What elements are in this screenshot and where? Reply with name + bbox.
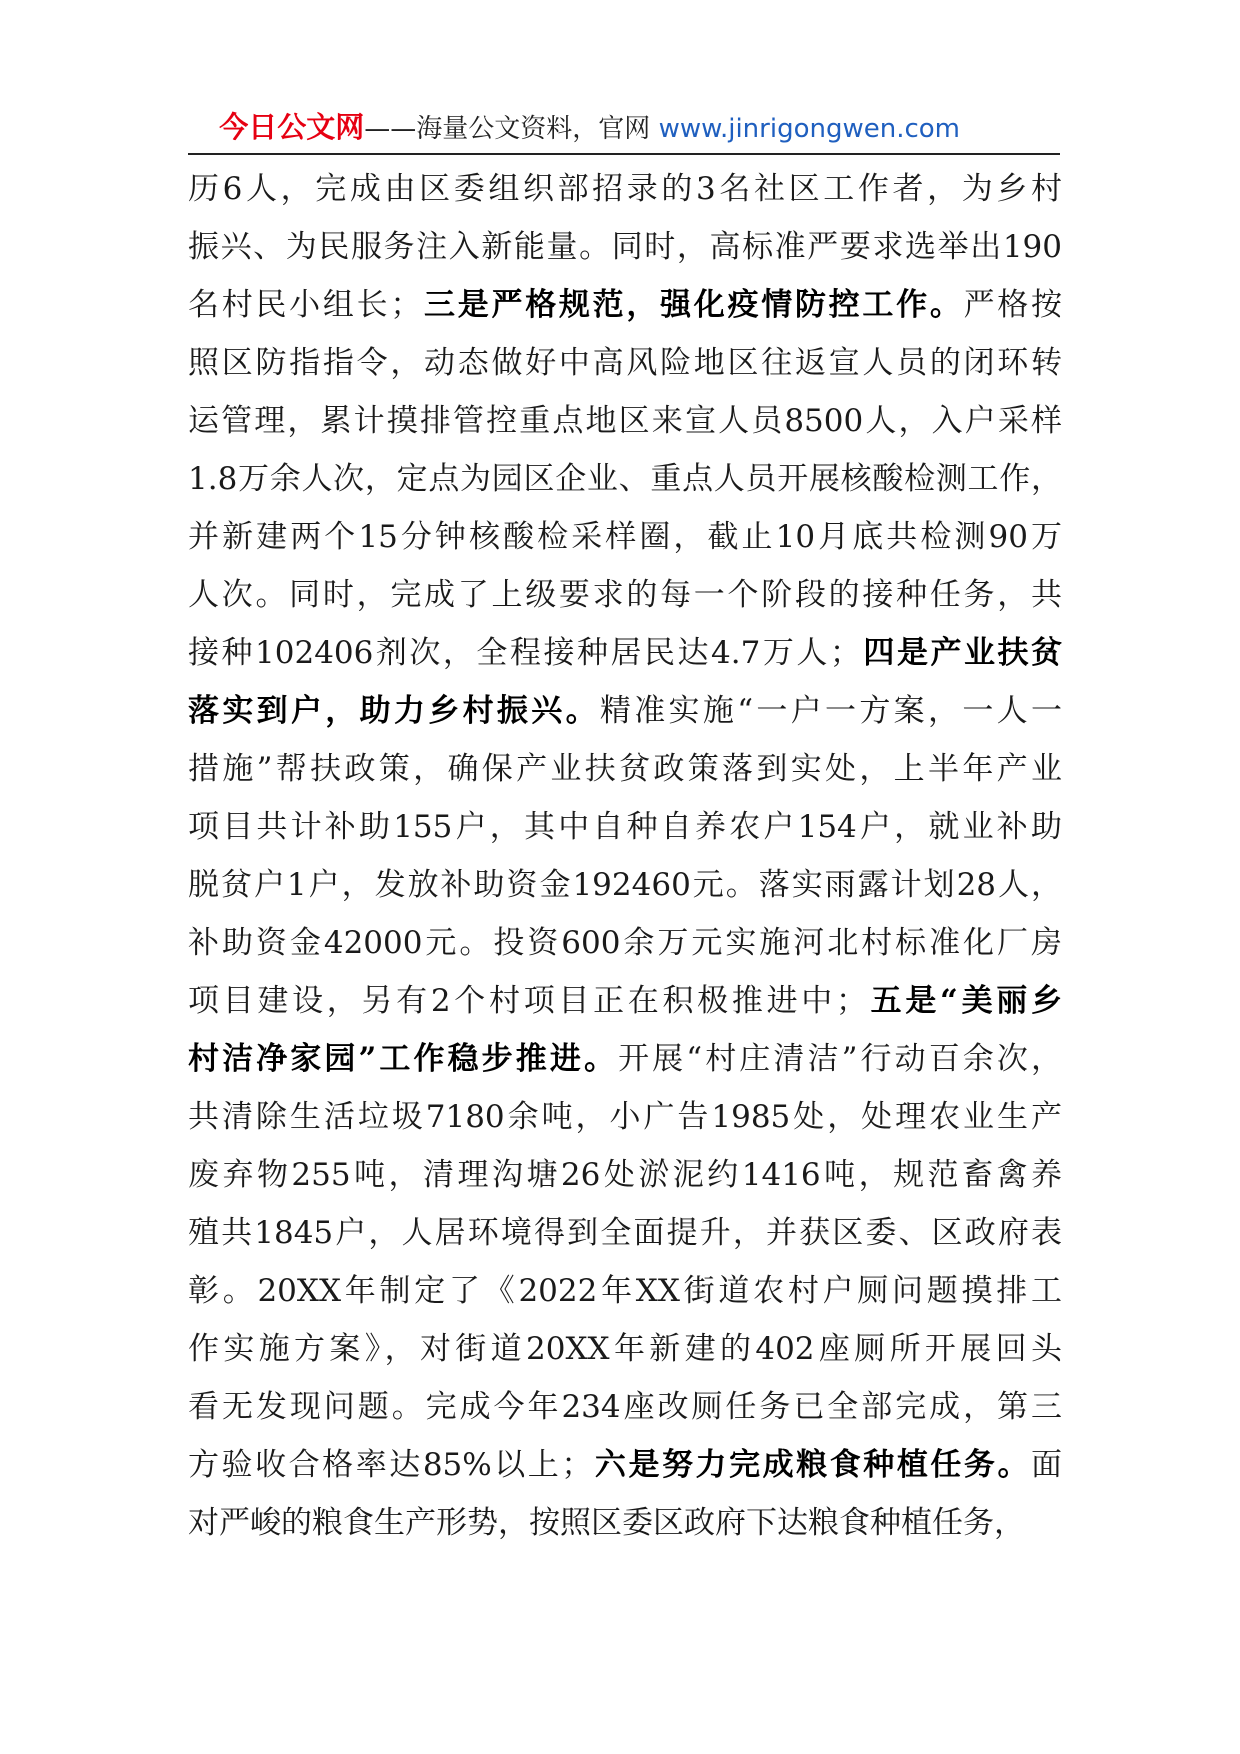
text-line: 看无发现问题。完成今年234座改厕任务已全部完成，第三 [188, 1389, 1062, 1425]
text-line: 人次。同时，完成了上级要求的每一个阶段的接种任务，共 [188, 577, 1062, 613]
header-tagline: 海量公文资料，官网 [416, 114, 659, 144]
website-link[interactable]: www.jinrigongwen.com [658, 114, 960, 144]
text-line: 对严峻的粮食生产形势，按照区委区政府下达粮食种植任务， [188, 1505, 1025, 1541]
bold-heading-5b: 村洁净家园”工作稳步推进。 [188, 1041, 619, 1077]
text-line: 并新建两个15分钟核酸检采样圈，截止10月底共检测90万 [188, 519, 1062, 555]
body-paragraph [188, 160, 1062, 1552]
text-line: 村洁净家园”工作稳步推进。开展“村庄清洁”行动百余次， [188, 1041, 1062, 1077]
text-line: 共清除生活垃圾7180余吨，小广告1985处，处理农业生产 [188, 1099, 1062, 1135]
header-separator: —— [364, 114, 417, 144]
text-line: 彰。20XX年制定了《2022年XX街道农村户厕问题摸排工 [188, 1273, 1062, 1309]
text-line: 运管理，累计摸排管控重点地区来宣人员8500人，入户采样 [188, 403, 1062, 439]
text-line: 接种102406剂次，全程接种居民达4.7万人；四是产业扶贫 [188, 635, 1063, 671]
text-line: 落实到户，助力乡村振兴。精准实施“一户一方案，一人一 [188, 693, 1062, 729]
header-line [219, 107, 960, 149]
text-line: 项目共计补助155户，其中自种自养农户154户，就业补助 [188, 809, 1062, 845]
bold-heading-4b: 落实到户，助力乡村振兴。 [188, 693, 600, 729]
text-line: 历6人，完成由区委组织部招录的3名社区工作者，为乡村 [188, 171, 1062, 207]
bold-heading-4a: 四是产业扶贫 [860, 635, 1063, 671]
text-line: 名村民小组长；三是严格规范，强化疫情防控工作。严格按 [188, 287, 1063, 323]
bold-heading-6: 六是努力完成粮食种植任务。 [592, 1447, 1031, 1483]
text-line: 措施”帮扶政策，确保产业扶贫政策落到实处，上半年产业 [188, 751, 1062, 787]
bold-heading-5a: 五是“美丽乡 [866, 983, 1062, 1019]
text-line: 作实施方案》，对街道20XX年新建的402座厕所开展回头 [188, 1331, 1062, 1367]
bold-heading-3: 三是严格规范，强化疫情防控工作。 [421, 287, 964, 323]
text-line: 1.8万余人次，定点为园区企业、重点人员开展核酸检测工作， [188, 461, 1062, 497]
text-line: 脱贫户1户，发放补助资金192460元。落实雨露计划28人， [188, 867, 1062, 903]
text-line: 照区防指指令，动态做好中高风险地区往返宣人员的闭环转 [188, 345, 1062, 381]
brand-logo-text: 今日公文网 [219, 110, 365, 144]
text-line: 振兴、为民服务注入新能量。同时，高标准严要求选举出190 [188, 229, 1062, 265]
page-header [188, 105, 1060, 155]
text-line: 补助资金42000元。投资600余万元实施河北村标准化厂房 [188, 925, 1062, 961]
text-line: 殖共1845户，人居环境得到全面提升，并获区委、区政府表 [188, 1215, 1062, 1251]
text-line: 废弃物255吨，清理沟塘26处淤泥约1416吨，规范畜禽养 [188, 1157, 1062, 1193]
text-line: 项目建设，另有2个村项目正在积极推进中；五是“美丽乡 [188, 983, 1062, 1019]
text-line: 方验收合格率达85%以上；六是努力完成粮食种植任务。面 [188, 1447, 1062, 1483]
